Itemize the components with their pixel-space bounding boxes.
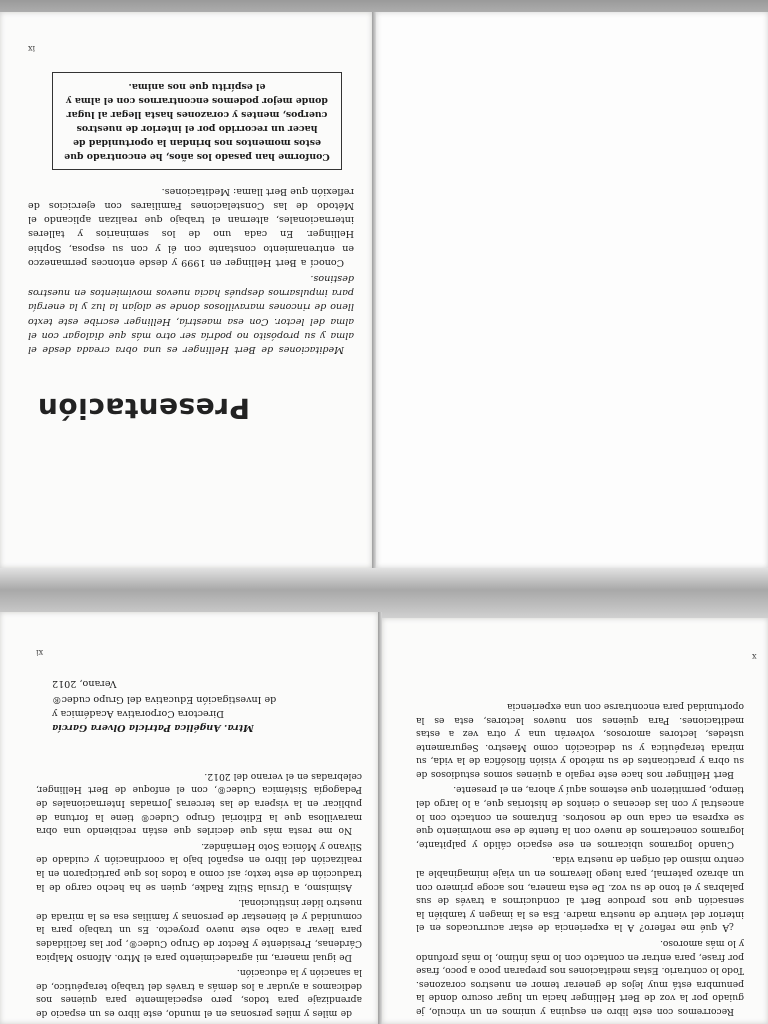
intro-paragraph-2: Conocí a Bert Hellinger en 1999 y desde entonces permanezco en entrenamiento constante con él y con su esposa, Sophie Hellinger. En cada uno de los seminarios y talleres internacionales, alternan el trabajo que realizan aplicando el Método de las Constelaciones Familiares con ejercicios de reflexión que Bert llama: Meditaciones.: [28, 185, 354, 268]
right-page-body: [416, 668, 744, 1018]
highlighted-quote: Conforme han pasado los años, he encontrado que estos momentos nos brindan la oportunidad de hacer un recorrido por el interior de nuestros cuerpos, mentes y corazones hasta llegar al lugar donde mejor podemos encontrarnos con el alma y el espíritu que nos anima.: [52, 72, 342, 170]
left-page-body: [36, 762, 362, 1020]
paragraph: Asimismo, a Úrsula Stiltz Radke, quien se ha hecho cargo de la traducción de este texto; así como a todos los que participaron en la realización del libro en español bajo la coordinación y cuidado de Silvano y Mónica Soto Hernández.: [36, 840, 362, 893]
paragraph: De igual manera, mi agradecimiento para el Mtro. Alfonso Malpica Cárdenas, Presidente y Rector de Grupo Cudec®, por las facilidades para llevar a cabo este nuevo proyecto. Es un trabajo para la comunidad y el bienestar de personas y familias esa es la mirada de nuestro líder institucional.: [36, 897, 362, 963]
page-number: ix: [28, 44, 36, 53]
chapter-heading: Presentación: [37, 392, 250, 425]
intro-paragraph-1: Meditaciones de Bert Hellinger es una obra creada desde el alma y su propósito no podría ser otro más que dialogar con el alma del lector. Con esa maestría, Hellinger escribe este texto lleno de rincones maravillosos donde se alojan la luz y la energía para impulsarnos después hacia nuevos movimientos en nuestros destinos.: [28, 272, 354, 355]
page-number: x: [752, 652, 757, 661]
paragraph: de miles y miles personas en el mundo, este libro es un espacio de aprendizaje para todos, pero especialmente para quienes nos dedicamos a ayudar a los demás a través del trabajo terapéutico, de la sanación y la educación.: [36, 967, 362, 1019]
blank-page: [376, 12, 768, 568]
quote-box-wrapper: [52, 72, 342, 170]
paragraph: No me resta más que decirles que están recibiendo una obra maravillosa que la Editorial Grupo Cudec® tiene la fortuna de publicar en la víspera de las terceras Jornadas Internacionales de Pedagogía Sistémica Cudec®, con el enfoque de Bert Hellinger, celebradas en el verano del 2012.: [36, 770, 362, 837]
signature-block: [52, 676, 352, 734]
signature-role: Directora Corporativa Académica y: [52, 708, 224, 719]
signature-date: Verano, 2012: [52, 678, 117, 689]
paragraph: ¿A qué me refiero? A la experiencia de estar acurrucados en el interior del vientre de nuestra madre. Esa es la imagen y también la sensación que nos produce Bert al conducirnos a través de sus palabras y el tono de su voz. De esta manera, nos acoge primero con un abrazo paternal, para luego llevarnos en un viaje inimaginable al centro mismo del origen de nuestra vida.: [416, 854, 744, 934]
page-number: xi: [36, 648, 44, 657]
signature-name: Mtra. Angélica Patricia Olvera García: [52, 722, 254, 733]
signature-role: de Investigación Educativa del Grupo cudec®: [52, 694, 277, 705]
paragraph: Recorremos con este libro en esquina y unimos en un vínculo, je guiado por la voz de Bert Hellinger hacia un lugar oscuro donde la penumbra está muy lejos de generar temor en nuestros corazones. Todo lo contrario. Estas meditaciones nos preparan poco a poco, frase por frase, para entrar en contacto con lo más íntimo, lo más profundo y lo más amoroso.: [416, 938, 744, 1017]
book-gutter: [372, 12, 376, 568]
paragraph: Bert Hellinger nos hace este regalo a quienes somos estudiosos de su obra y practicantes de su método y visión filosófica de la vida, su mirada terapéutica y su dedicación como Maestro. Seguramente ustedes, lectores amorosos, volverán una y otra vez a estas meditaciones. Para quienes son nuevos lectores, esta es la oportunidad para encontrarse con una experiencia: [416, 700, 744, 780]
intro-body: [28, 180, 354, 356]
book-gutter: [378, 612, 382, 1024]
paragraph: Cuando logramos ubicarnos en ese espacio cálido y palpitante, logramos conectarnos de nuevo con la fuente de ese movimiento que se expresa en cada uno de nosotros. Entramos en contacto con lo ancestral y con las decenas o cientos de historias que, a lo largo del tiempo, permitieron que estemos aquí y ahora, en el presente.: [416, 784, 744, 850]
